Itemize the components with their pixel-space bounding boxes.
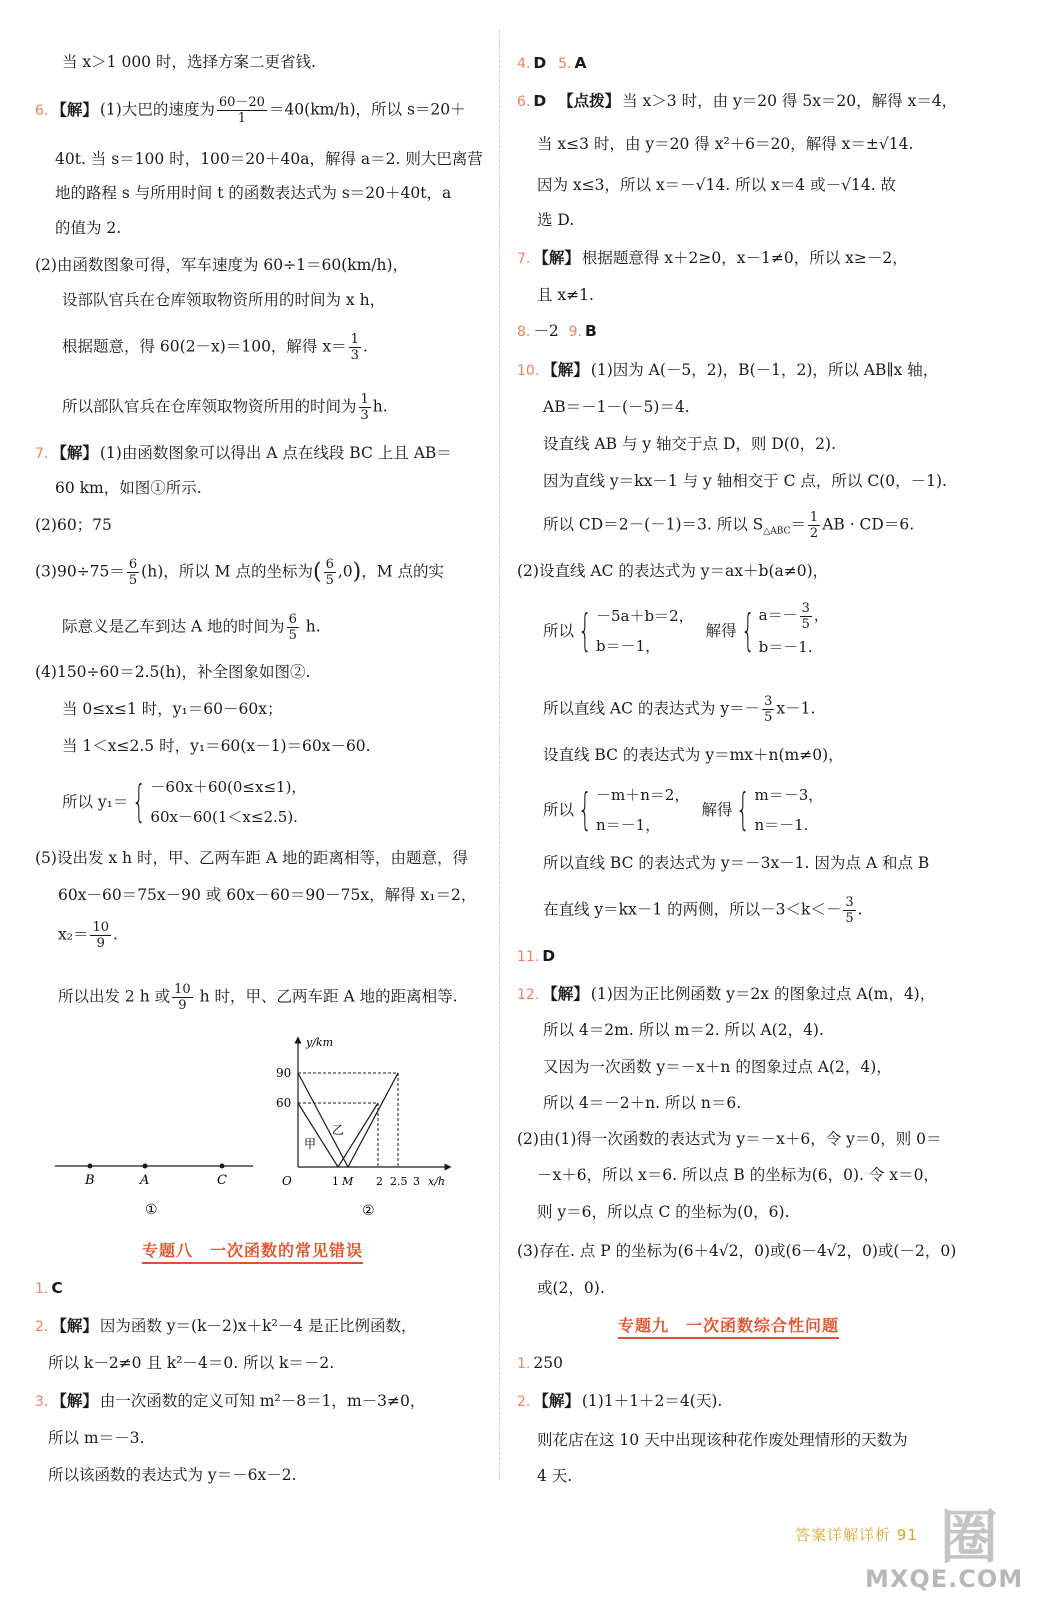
text-line: (3)存在. 点 P 的坐标为(6＋4√2，0)或(6－4√2，0)或(－2，0) (517, 1242, 957, 1260)
text-line: 所以 4＝－2＋n. 所以 n＝6. (543, 1094, 742, 1112)
text-line: 当 x≤3 时，由 y＝20 得 x²＋6＝20，解得 x＝±√14. (537, 135, 914, 153)
text-line: (2)60；75 (35, 516, 112, 534)
line-yi-up (348, 1073, 398, 1167)
answer-line: 1. 250 (517, 1354, 563, 1372)
answer-line: 8. －2 9. B (517, 322, 597, 340)
fraction: $\frac{1}{3}$ (360, 392, 369, 423)
text-line: 当 0≤x≤1 时，y₁＝60－60x； (62, 700, 283, 718)
text-line: 6. D 【点拨】 当 x＞3 时，由 y＝20 得 5x＝20，解得 x＝4， (517, 92, 958, 110)
tag: 【解】 (51, 100, 98, 119)
answer-line: 4. D 5. A (517, 54, 587, 72)
fraction: $\frac{6}{5}$ (288, 612, 297, 643)
y-axis-label: y/km (306, 1036, 334, 1049)
text-line: 地的路程 s 与所用时间 t 的函数表达式为 s＝20＋40t，a (55, 184, 452, 202)
tick-3: 3 (413, 1175, 420, 1188)
figure-caption: ① (145, 1202, 158, 1218)
text-line: 根据题意，得 60(2－x)＝100，解得 x＝ $\frac{1}{3}$ . (62, 332, 368, 363)
text-line: 2. 【解】 (1)1＋1＋2＝4(天). (517, 1392, 723, 1410)
text-line: (4)150÷60＝2.5(h)，补全图象如图②. (35, 663, 311, 681)
text-line: 在直线 y＝kx－1 的两侧，所以－3＜k＜－ $\frac{3}{5}$ . (543, 895, 863, 926)
text-line: 的值为 2. (55, 219, 122, 237)
fraction: $\frac{1}{3}$ (350, 332, 359, 363)
figure-1-number-line (55, 1150, 255, 1220)
watermark-logo: 圈 (940, 1503, 999, 1571)
text-line: 60 km，如图①所示. (55, 479, 202, 497)
line-yi-down (298, 1073, 348, 1167)
tick-60: 60 (276, 1096, 292, 1110)
text-line: 设部队官兵在仓库领取物资所用的时间为 x h， (62, 291, 386, 309)
text-line: 所以直线 BC 的表达式为 y＝－3x－1. 因为点 A 和点 B (543, 854, 930, 872)
figure-caption: ② (362, 1203, 375, 1219)
text-line: 设直线 AB 与 y 轴交于点 D，则 D(0，2). (543, 435, 837, 453)
section-title-8: 专题八 一次函数的常见错误 (142, 1238, 363, 1264)
text-line: 且 x≠1. (537, 286, 594, 304)
x-axis-label: x/h (428, 1175, 445, 1188)
text-line: 12. 【解】 (1)因为正比例函数 y＝2x 的图象过点 A(m，4)， (517, 985, 936, 1003)
answer-line: 11. D (517, 947, 556, 965)
text-line: －x＋6，所以 x＝6. 所以点 B 的坐标为(6，0). 令 x＝0， (537, 1166, 939, 1184)
text-line: 所以该函数的表达式为 y＝－6x－2. (48, 1466, 297, 1484)
tick-2-5: 2.5 (390, 1175, 408, 1188)
section-title-9: 专题九 一次函数综合性问题 (618, 1313, 839, 1339)
tick-90: 90 (276, 1066, 292, 1080)
text-line: 因为 x≤3，所以 x＝－√14. 所以 x＝4 或－√14. 故 (537, 176, 897, 194)
answer-line: 1. C (35, 1279, 63, 1297)
piecewise-system: 所以 y₁＝{ －60x＋60(0≤x≤1)， 60x－60(1＜x≤2.5). (62, 776, 307, 827)
text-line: 设直线 BC 的表达式为 y＝mx＋n(m≠0)， (543, 746, 844, 764)
q6-line: 6. 【解】 (1)大巴的速度为 $\frac{60-20}{1}$ ＝40(km/h)，所以 s＝20＋ (35, 95, 466, 126)
text-line: x₂＝ $\frac{10}{9}$ . (58, 920, 118, 951)
text-line: 当 x＞1 000 时，选择方案二更省钱. (62, 53, 316, 71)
text-line: 所以直线 AC 的表达式为 y＝－ $\frac{3}{5}$ x－1. (543, 694, 816, 725)
text-line: 当 1＜x≤2.5 时，y₁＝60(x－1)＝60x－60. (62, 737, 371, 755)
tick-m: M (342, 1175, 354, 1188)
tick-2: 2 (376, 1175, 383, 1188)
text-line: 所以出发 2 h 或 $\frac{10}{9}$ h 时，甲、乙两车距 A 地的距离相等. (58, 982, 458, 1013)
fraction: $\frac{6}{5}$ (325, 557, 334, 588)
fraction: $\frac{6}{5}$ (128, 557, 138, 588)
equation-system: 所以{ －m＋n＝2， n＝－1， 解得{ m＝－3， n＝－1. (543, 784, 824, 835)
text-line: 7. 【解】 根据题意得 x＋2≥0，x－1≠0，所以 x≥－2， (517, 249, 908, 267)
text-line: 40t. 当 s＝100 时，100＝20＋40a，解得 a＝2. 则大巴离营 (55, 150, 483, 168)
text-line: 所以 m＝－3. (48, 1429, 145, 1447)
text-line: (2)设直线 AC 的表达式为 y＝ax＋b(a≠0)， (517, 562, 829, 580)
text-line: AB＝－1－(－5)＝4. (543, 398, 690, 416)
origin-label: O (282, 1174, 292, 1188)
equation-system: 所以{ －5a＋b＝2， b＝－1， 解得{ a＝－ $\frac{3}{5}$ ， b＝－1. (543, 600, 829, 656)
text-line: 所以部队官兵在仓库领取物资所用的时间为 $\frac{1}{3}$ h. (62, 392, 388, 423)
page-footer: 答案详解详析 91 (795, 1526, 918, 1544)
text-line: (2)由函数图象可得，军车速度为 60÷1＝60(km/h)， (35, 256, 409, 274)
text-line: 或(2，0). (537, 1279, 605, 1297)
text-line: 选 D. (537, 211, 575, 229)
fraction: $\frac{10}{9}$ (92, 920, 110, 951)
fraction: $\frac{10}{9}$ (174, 982, 191, 1013)
point-c (220, 1164, 225, 1169)
figure-2-graph (270, 1030, 460, 1220)
text-line: (3)90÷75＝ $\frac{6}{5}$ (h)，所以 M 点的坐标为( $\frac{6}{5}$ ,0)，M 点的实 (35, 557, 445, 588)
point-a (143, 1164, 148, 1169)
text-line: 因为直线 y＝kx－1 与 y 轴相交于 C 点，所以 C(0，－1). (543, 472, 947, 490)
text-line: 所以 CD＝2－(－1)＝3. 所以 $S_{\triangle ABC}=$ $\frac{1}{2}$ AB · CD＝6. (543, 510, 915, 541)
text-line: 又因为一次函数 y＝－x＋n 的图象过点 A(2，4)， (543, 1058, 892, 1076)
column-divider (499, 30, 500, 1480)
text-line: 则花店在这 10 天中出现该种花作废处理情形的天数为 (537, 1431, 908, 1449)
point-b (88, 1164, 93, 1169)
text-line: 所以 k－2≠0 且 k²－4＝0. 所以 k＝－2. (48, 1354, 335, 1372)
text-line: 际意义是乙车到达 A 地的时间为 $\frac{6}{5}$ h. (62, 612, 321, 643)
text-line: 60x－60＝75x－90 或 60x－60＝90－75x，解得 x₁＝2， (58, 886, 477, 904)
fraction: $\frac{60-20}{1}$ (218, 95, 265, 126)
text-line: 2. 【解】 因为函数 y＝(k－2)x＋k²－4 是正比例函数， (35, 1317, 417, 1335)
label-yi: 乙 (332, 1123, 345, 1137)
question-number: 6. (35, 102, 49, 119)
label-a: A (140, 1173, 150, 1188)
question-number: 7. (35, 446, 49, 462)
text-line: 所以 4＝2m. 所以 m＝2. 所以 A(2，4). (543, 1021, 824, 1039)
text-line: 4 天. (537, 1467, 573, 1485)
watermark: MXQE.COM (865, 1565, 1024, 1593)
label-c: C (217, 1173, 227, 1188)
text-line: 3. 【解】 由一次函数的定义可知 m²－8＝1，m－3≠0， (35, 1392, 426, 1410)
label-jia: 甲 (304, 1137, 317, 1151)
page-number: 91 (896, 1526, 918, 1544)
tag: 【解】 (51, 444, 98, 462)
text-line: (2)由(1)得一次函数的表达式为 y＝－x＋6，令 y＝0，则 0＝ (517, 1130, 942, 1148)
label-b: B (85, 1173, 95, 1188)
text-line: 则 y＝6，所以点 C 的坐标为(0，6). (537, 1203, 790, 1221)
tick-1: 1 (332, 1175, 339, 1188)
q7-line: 7. 【解】 (1)由函数图象可以得出 A 点在线段 BC 上且 AB＝ (35, 444, 452, 462)
text-line: (5)设出发 x h 时，甲、乙两车距 A 地的距离相等，由题意，得 (35, 849, 469, 867)
text-line: 10. 【解】 (1)因为 A(－5，2)，B(－1，2)，所以 AB∥x 轴， (517, 361, 939, 379)
